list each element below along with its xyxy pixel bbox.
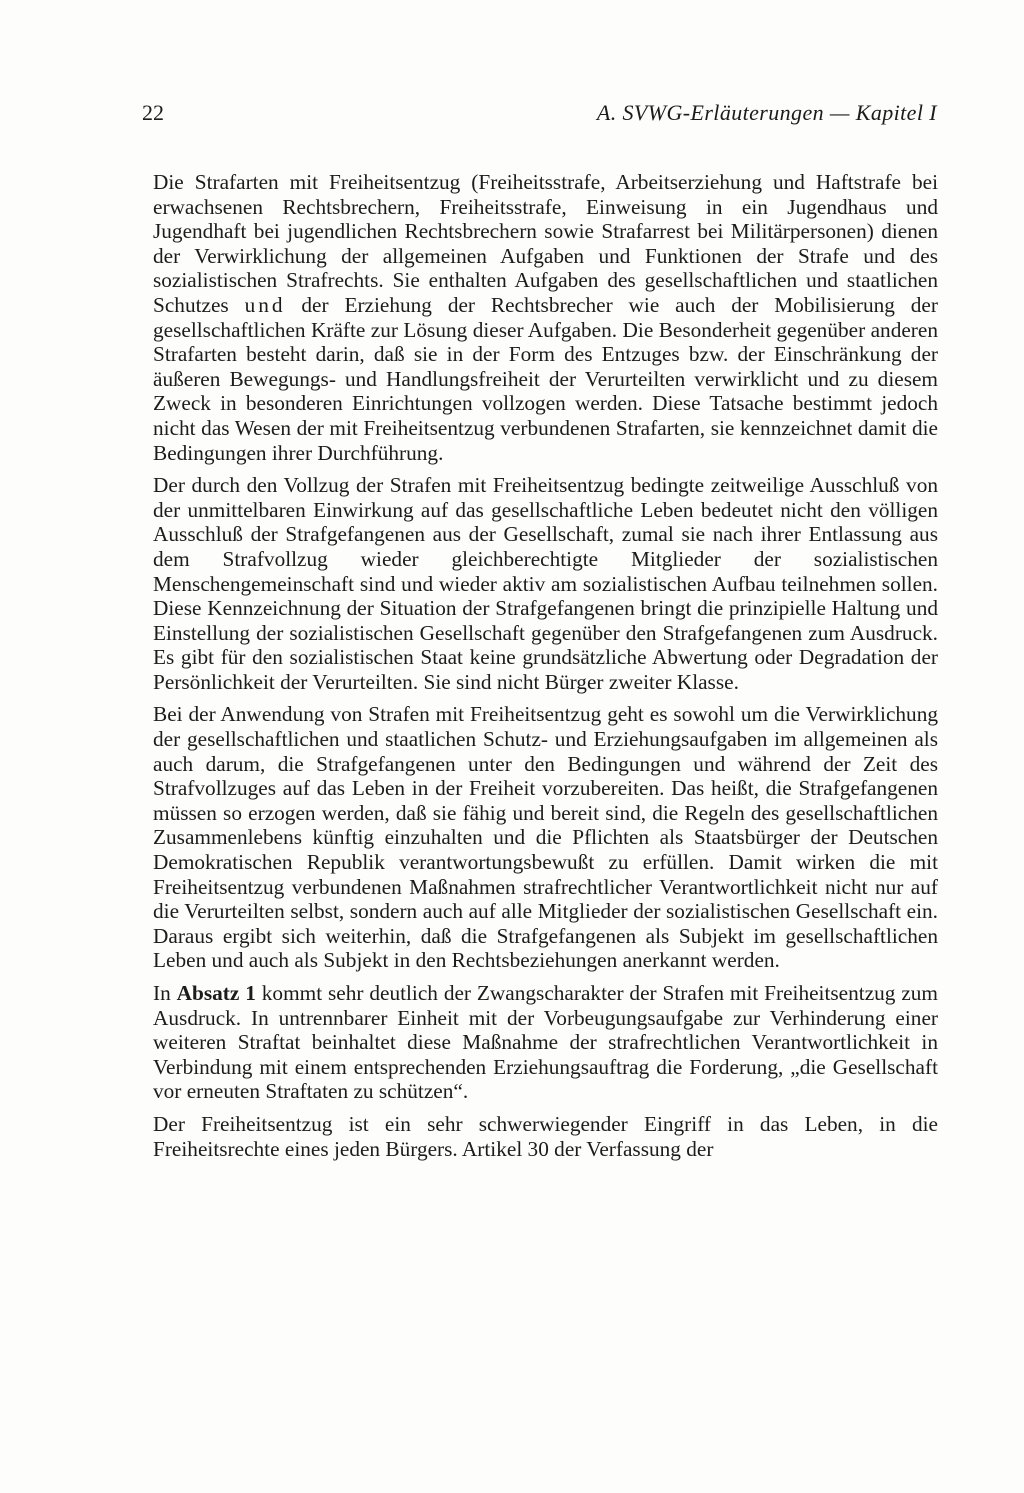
paragraph-1-text: Die Strafarten mit Freiheitsentzug (Freiheitsstrafe, Arbeitserziehung und Haftstrafe bei erwachsenen Rechtsbrechern, Freiheitsstrafe, Einweisung in ein Jugendhaus und Jugendhaft bei jugendlichen Rechtsbrechern sowie Strafarrest bei Militärpersonen) dienen der Verwirklichung der allgemeinen Aufgaben und Funktionen der Strafe und des sozialistischen Strafrechts. Sie enthalten Aufgaben des gesellschaftlichen und staatlichen Schutzes [153,170,938,317]
paragraph-1-text-after: der Erziehung der Rechtsbrecher wie auch der Mobilisierung der gesellschaftlichen Kräfte zur Lösung dieser Aufgaben. Die Besonderheit gegenüber anderen Strafarten besteht darin, daß sie in der Form des Entzuges bzw. der Einschränkung der äußeren Bewegungs- und Handlungsfreiheit der Verurteilten verwirklicht und zu diesem Zweck in besonderen Einrichtungen vollzogen werden. Diese Tatsache bestimmt jedoch nicht das Wesen der mit Freiheitsentzug verbundenen Strafarten, sie kennzeichnet damit die Bedingungen ihrer Durchführung. [153,292,938,465]
paragraph-2: Der durch den Vollzug der Strafen mit Freiheitsentzug bedingte zeitweilige Ausschluß von der unmittelbaren Einwirkung auf das gesellschaftliche Leben bedeutet nicht den völligen Ausschluß der Strafgefangenen aus der Gesellschaft, zumal sie nach ihrer Entlassung aus dem Strafvollzug wieder gleichberechtigte Mitglieder der sozialistischen Menschengemeinschaft sind und wieder aktiv am sozialistischen Aufbau teilnehmen sollen. Diese Kennzeichnung der Situation der Strafgefangenen bringt die prinzipielle Haltung und Einstellung der sozialistischen Gesellschaft gegenüber den Strafgefangenen zum Ausdruck. Es gibt für den sozialistischen Staat keine grundsätzliche Abwertung oder Degradation der Persönlichkeit der Verurteilten. Sie sind nicht Bürger zweiter Klasse. [153,473,938,694]
page-header [142,98,937,128]
paragraph-5: Der Freiheitsentzug ist ein sehr schwerwiegender Eingriff in das Leben, in die Freiheitsrechte eines jeden Bürgers. Artikel 30 der Verfassung der [153,1111,938,1161]
running-head: A. SVWG-Erläuterungen — Kapitel I [596,100,937,125]
paragraph-4-lead: In [153,981,171,1005]
paragraph-4 [153,981,938,1104]
paragraph-3: Bei der Anwendung von Strafen mit Freiheitsentzug geht es sowohl um die Verwirklichung der gesellschaftlichen und staatlichen Schutz- und Erziehungsaufgaben im allgemeinen als auch darum, die Strafgefangenen unter den Bedingungen und während der Zeit des Strafvollzuges auf das Leben in der Freiheit vorzubereiten. Das heißt, die Strafgefangenen müssen so erzogen werden, daß sie fähig und bereit sind, die Regeln des gesellschaftlichen Zusammenlebens künftig einzuhalten und die Pflichten als Staatsbürger der Deutschen Demokratischen Republik verantwortungsbewußt zu erfüllen. Damit wirken die mit Freiheitsentzug verbundenen Maßnahmen strafrechtlicher Verantwortlichkeit nicht nur auf die Verurteilten selbst, sondern auch auf alle Mitglieder der sozialistischen Gesellschaft ein. Daraus ergibt sich weiterhin, daß die Strafgefangenen als Subjekt im gesellschaftlichen Leben und auch als Subjekt in den Rechtsbeziehungen anerkannt werden. [153,702,938,973]
page-number: 22 [142,100,164,125]
body-text [153,170,938,1169]
paragraph-4-text: kommt sehr deutlich der Zwangscharakter der Strafen mit Freiheitsentzug zum Ausdruck. In untrennbarer Einheit mit der Vorbeugungsaufgabe zur Verhinderung einer weiteren Straftat beinhaltet diese Maßnahme der strafrechtlichen Verantwortlichkeit in Verbindung mit einem entsprechenden Erziehungsauftrag die Forderung, „die Gesellschaft vor erneuten Straftaten zu schützen“. [153,981,938,1104]
paragraph-4-bold-ref: Absatz 1 [176,981,256,1005]
paragraph-1 [153,170,938,465]
paragraph-1-spaced-word: und [244,292,286,317]
